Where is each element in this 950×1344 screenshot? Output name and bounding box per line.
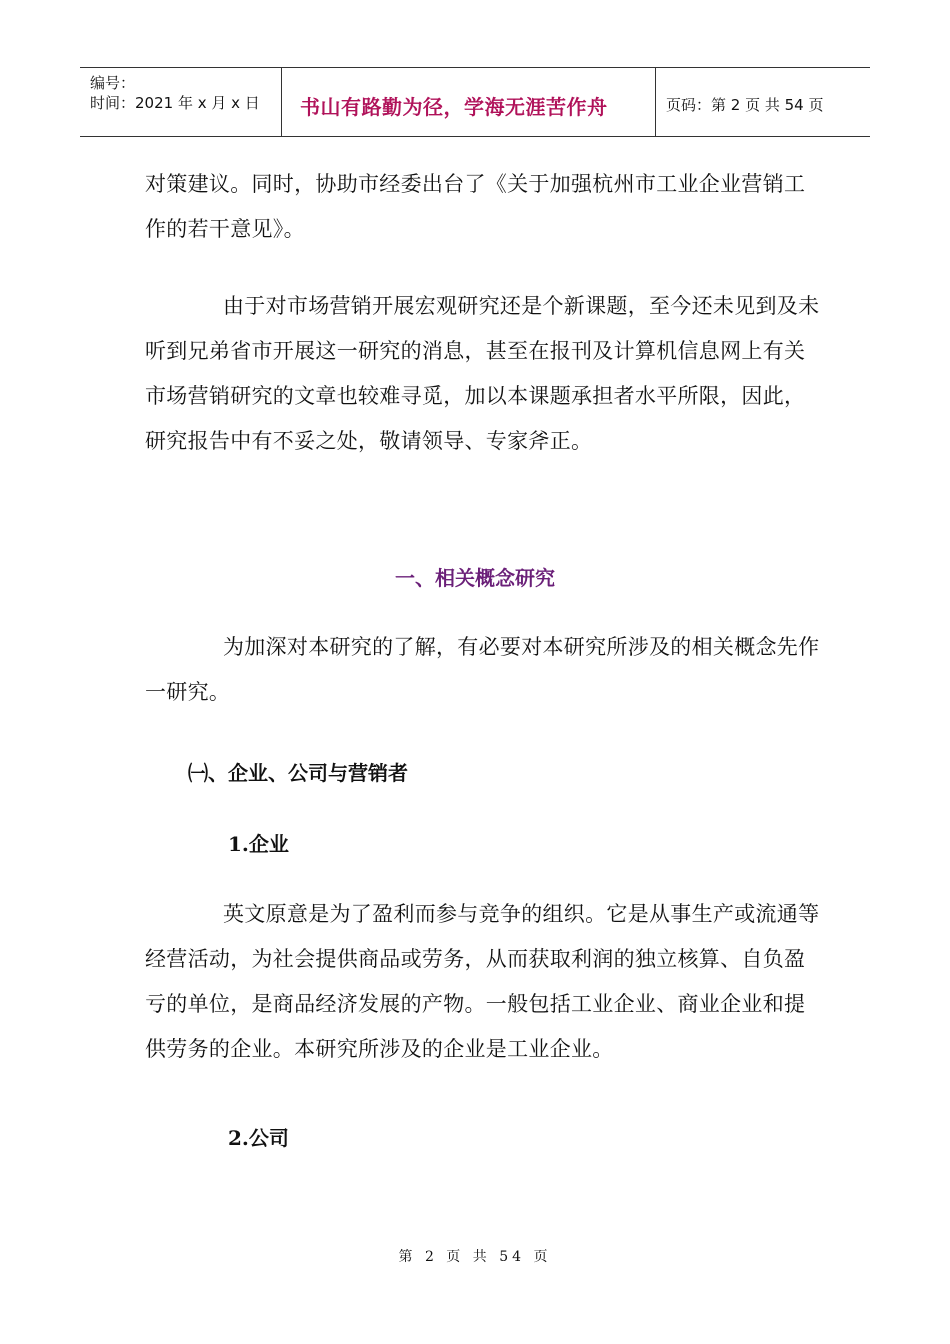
page-header (80, 67, 870, 137)
page-footer: 第 2 页 共 54 页 (398, 1249, 552, 1265)
page-info: 页码：第 2 页 共 54 页 (666, 95, 824, 114)
paragraph-2: 由于对市场营销开展宏观研究还是个新课题，至今还未见到及未听到兄弟省市开展这一研究的消息，甚至在报刊及计算机信息网上有关市场营销研究的文章也较难寻觅，加以本课题承担者水平所限，因此，研究报告中有不妥之处，敬请领导、专家斧正。 (145, 294, 820, 453)
item-1-title: 1.企业 (228, 832, 289, 856)
header-meta-cell (80, 68, 282, 136)
paragraph-3: 为加深对本研究的了解，有必要对本研究所涉及的相关概念先作一研究。 (145, 635, 820, 704)
motto-text: 书山有路勤为径，学海无涯苦作舟 (300, 94, 608, 119)
section-title: 一、相关概念研究 (395, 566, 555, 590)
subsection-title: ㈠、企业、公司与营销者 (188, 761, 408, 785)
paragraph-1: 对策建议。同时，协助市经委出台了《关于加强杭州市工业企业营销工作的若干意见》。 (145, 172, 806, 241)
header-page-cell (656, 68, 870, 136)
header-motto-cell (282, 68, 656, 136)
time-label: 时间：2021 年 x 月 x 日 (90, 94, 260, 112)
number-label: 编号： (90, 74, 136, 92)
item-2-title: 2.公司 (228, 1126, 289, 1150)
paragraph-4: 英文原意是为了盈利而参与竞争的组织。它是从事生产或流通等经营活动，为社会提供商品或劳务，从而获取利润的独立核算、自负盈亏的单位，是商品经济发展的产物。一般包括工业企业、商业企业和提供劳务的企业。本研究所涉及的企业是工业企业。 (145, 902, 820, 1061)
